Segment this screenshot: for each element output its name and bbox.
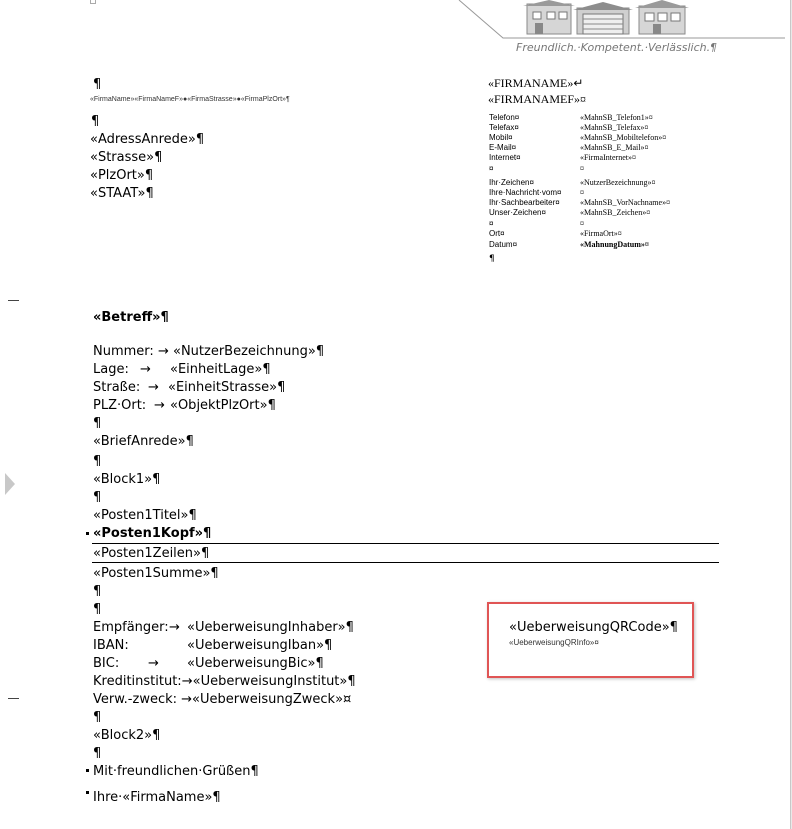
expand-arrow-icon[interactable] bbox=[4, 472, 16, 496]
block1: «Block1»¶ bbox=[93, 472, 161, 487]
paragraph-mark bbox=[86, 791, 89, 794]
posten1-titel: «Posten1Titel»¶ bbox=[93, 508, 197, 523]
pilcrow: ¶ bbox=[93, 602, 102, 617]
posten1-summe: «Posten1Summe»¶ bbox=[93, 566, 219, 581]
row-bic: BIC: → «UeberweisungBic»¶ bbox=[93, 656, 324, 671]
address-strasse: «Strasse»¶ bbox=[90, 150, 163, 165]
document-page: Freundlich.·Kompetent.·Verlässlich.¶ ¶ «FirmaName»«FirmaNameF»●«FirmaStrasse»●«FirmaPlzOrt»¶ ¶ «AdressAnrede»¶ «Strasse»¶ «PlzOrt»¶ «STAAT»¶ «FIRMANAME»↵ «FIRMANAMEF»¤ Telefon¤ «MahnSB_Telefon1»¤ Telefax¤ «MahnSB_Telefax»¤ Mobil¤ «MahnSB_Mobiltelefon»¤ E-Mail¤ «MahnSB_E_Mail»¤ Internet¤ «FirmaInternet»¤ ¤ ¤ Ihr·Zeichen¤ «NutzerBezeichnung»¤ Ihre·Nachricht·vom¤ ¤ Ihr·Sachbearbeiter¤ «MahnSB_VorNachname»¤ Unser·Zeichen¤ «MahnSB_Zeichen»¤ ¤ ¤ Ort¤ «FirmaOrt»¤ Datum¤ «MahnungDatum»¤ ¶ «Betreff»¶ Nummer: → «NutzerBezeichnung»¶ Lage: → «EinheitLage»¶ Straße: → «EinheitStrasse»¶ PLZ·Ort: → «ObjektPlzOrt»¶ ¶ «BriefAnrede»¶ ¶ «Block1»¶ ¶ «Posten1Titel»¶ «Posten1Kopf»¶ «Posten1Zeilen»¶ «Posten1Summe»¶ ¶ ¶ Empfänger: → «UeberweisungInhaber»¶ IBAN: «UeberweisungIban»¶ BIC: → «UeberweisungBic»¶ Kreditinstitut:→«UeberweisungInstitut»¶ Verw.-zweck: →«UeberweisungZweck»¤ ¶ «Block2»¶ ¶ Mit·freundlichen·Grüßen¶ Ihre·«FirmaName»¶ «UeberweisungQRCode»¶ «UeberweisungQRInfo»¤ bbox=[0, 0, 791, 829]
address-plzort: «PlzOrt»¶ bbox=[90, 168, 154, 183]
punch-mark bbox=[8, 698, 19, 699]
letterhead-slogan: Freundlich.·Kompetent.·Verlässlich.¶ bbox=[516, 41, 718, 54]
pilcrow: ¶ bbox=[93, 490, 102, 505]
block2: «Block2»¶ bbox=[93, 728, 161, 743]
top-margin-marker bbox=[90, 0, 96, 4]
closing-greeting: Mit·freundlichen·Grüßen¶ bbox=[93, 764, 259, 779]
row-lage: Lage: → «EinheitLage»¶ bbox=[93, 362, 271, 377]
pilcrow: ¶ bbox=[93, 746, 102, 761]
table-rule bbox=[92, 562, 719, 563]
pilcrow: ¶ bbox=[93, 584, 102, 599]
address-staat: «STAAT»¶ bbox=[90, 186, 154, 201]
pilcrow: ¶ bbox=[489, 254, 495, 264]
row-iban: IBAN: «UeberweisungIban»¶ bbox=[93, 638, 333, 653]
qr-code-field: «UeberweisungQRCode»¶ bbox=[509, 620, 678, 635]
paragraph-mark bbox=[86, 532, 89, 535]
qr-info-field: «UeberweisungQRInfo»¤ bbox=[509, 638, 599, 647]
closing-signature: Ihre·«FirmaName»¶ bbox=[93, 790, 221, 805]
brief-anrede: «BriefAnrede»¶ bbox=[93, 434, 194, 449]
pilcrow: ¶ bbox=[93, 77, 102, 92]
sender-line: «FirmaName»«FirmaNameF»●«FirmaStrasse»●«FirmaPlzOrt»¶ bbox=[90, 96, 290, 103]
pilcrow: ¶ bbox=[93, 454, 102, 469]
row-nummer: Nummer: → «NutzerBezeichnung»¶ bbox=[93, 344, 325, 359]
row-strasse: Straße: → «EinheitStrasse»¶ bbox=[93, 380, 286, 395]
row-plz-ort: PLZ·Ort: → «ObjektPlzOrt»¶ bbox=[93, 398, 276, 413]
company-name-f: «FIRMANAMEF»¤ bbox=[488, 92, 587, 106]
pilcrow: ¶ bbox=[93, 710, 102, 725]
posten1-zeilen: «Posten1Zeilen»¶ bbox=[93, 546, 210, 561]
row-empfaenger: Empfänger: → «UeberweisungInhaber»¶ bbox=[93, 620, 354, 635]
betreff: «Betreff»¶ bbox=[93, 310, 169, 325]
row-verwendungszweck: Verw.-zweck: →«UeberweisungZweck»¤ bbox=[93, 692, 352, 707]
pilcrow: ¶ bbox=[91, 114, 100, 129]
pilcrow: ¶ bbox=[93, 416, 102, 431]
paragraph-mark bbox=[86, 769, 89, 772]
row-kreditinstitut: Kreditinstitut:→«UeberweisungInstitut»¶ bbox=[93, 674, 356, 689]
posten1-kopf: «Posten1Kopf»¶ bbox=[93, 526, 212, 541]
company-name: «FIRMANAME»↵ bbox=[488, 76, 584, 90]
fold-mark bbox=[8, 300, 19, 301]
table-rule bbox=[92, 543, 719, 544]
address-anrede: «AdressAnrede»¶ bbox=[90, 132, 205, 147]
